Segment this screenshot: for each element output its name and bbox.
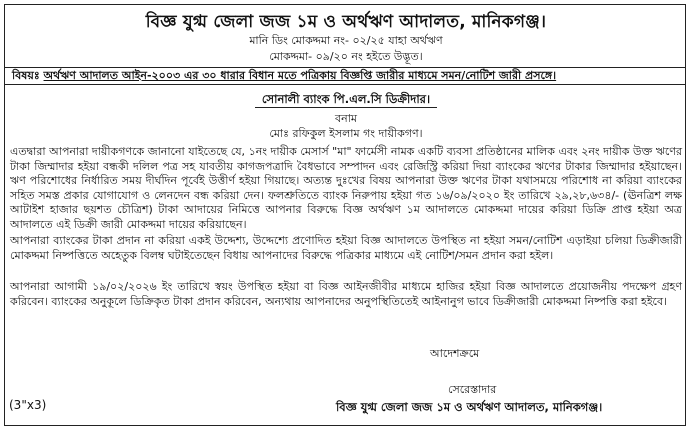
case-origin: মোকদ্দমা- ০৯/২০ নং হইতে উদ্ভূত। xyxy=(269,50,423,63)
case-number: মানি ডিং মোকদ্দমা নং- ০২/২৫ যাহা অর্থঋণ xyxy=(249,34,443,47)
versus-label: বনাম xyxy=(335,112,357,125)
notice-paragraph-3: আপনারা আগামী ১৯/০২/২০২৬ ইং তারিখে স্বয়ং উপস্থিত হইয়া বা বিজ্ঞ আইনজীবীর মাধ্যমে হাজির হইয়া বিজ্ঞ আদালতে প্রয়োজনীয় পদক্ষেপ গ্রহণ করিবেন। ব্যাংকের অনুকূলে ডিক্রিকৃত টাকা প্রদান করিবেন, অন্যথায় আপনাদের অনুপস্থিতিতেই আইনানুগ ভাবে ডিক্রীজারী মোকদ্দমা নিষ্পত্তি করা হইবে। xyxy=(10,280,682,308)
notice-paragraph-1: এতদ্বারা আপনারা দায়ীকগণকে জানানো যাইতেছে যে, ১নং দায়ীক মেসার্স "মা" ফার্মেসী নামক একটি ব্যবসা প্রতিষ্ঠানের মালিক এবং ২নং দায়ীক উক্ত ঋণের টাকা জিম্মাদার হইয়া বন্ধকী দলিল পত্র সহ যাবতীয় কাগজপত্রাদি বৈধভাবে সম্পাদন এবং রেজিস্ট্রি করিয়া দিয়া ব্যাংকের ঋণের টাকার জিম্মাদার হইয়াছেন। ঋণ পরিশোধের নির্ধারিত সময় দীর্ঘদিন পূর্বেই উত্তীর্ণ হইয়া গিয়াছে। অত্যন্ত দুঃখের বিষয় আপনারা উক্ত ঋণের টাকা যথাসময়ে পরিশোধ না করিয়া ব্যাংকের সহিত সমস্ত প্রকার যোগাযোগ ও লেনদেন বন্ধ করিয়া দেন। ফলশ্রুতিতে ব্যাংক নিরুপায় হইয়া গত ১৬/০৯/২০২০ ইং তারিখে ২৯,২৮,৬৩৪/- (ঊনত্রিশ লক্ষ আটাইশ হাজার ছয়শত চৌত্রিশ) টাকা আদায়ের নিমিত্তে আপনার বিরুদ্ধে বিজ্ঞ অর্থঋণ ১ম আদালতে মোকদ্দমা দায়ের করিয়া ডিক্রি প্রাপ্ত হইয়া অত্র আদালতে এই ডিক্রী জারী মোকদ্দমা দায়ের করিয়াছেন। xyxy=(10,145,682,231)
subject-line xyxy=(4,67,686,85)
court-title: বিজ্ঞ যুগ্ম জেলা জজ ১ম ও অর্থঋণ আদালত, মানিকগঞ্জ। xyxy=(145,12,547,32)
judgment-debtors: মোঃ রফিকুল ইসলাম গং দায়ীকগণ। xyxy=(269,127,423,140)
subject-text: অর্থঋণ আদালত আইন-২০০৩ এর ৩০ ধারার বিধান মতে পত্রিকায় বিজ্ঞপ্তি জারীর মাধ্যমে সমন/নোটিশ জারী প্রসঙ্গে। xyxy=(43,69,557,82)
decree-holder: সোনালী ব্যাংক পি.এল.সি ডিক্রীদার। xyxy=(255,91,437,108)
subject-label: বিষয়ঃ xyxy=(12,69,40,82)
signatory-court: বিজ্ঞ যুগ্ম জেলা জজ ১ম ও অর্থঋণ আদালত, মানিকগঞ্জ। xyxy=(336,400,603,414)
notice-paragraph-2: আপনারা ব্যাংকের টাকা প্রদান না করিয়া একই উদ্দেশ্য, উদ্দেশ্যে প্রণোদিত হইয়া বিজ্ঞ আদালতে উপস্থিত না হইয়া সমন/নোটিশ এড়াইয়া চলিয়া ডিক্রীজারী মোকদ্দমা নিষ্পত্তিতে অহেতুক বিলম্ব ঘটাইতেছেন বিধায় আপনাদের বিরুদ্ধে পত্রিকার মাধ্যমে এই নোটিশ/সমন প্রদান করা হইল। xyxy=(10,234,682,262)
signatory-designation: সেরেস্তাদার xyxy=(448,383,497,396)
order-label: আদেশক্রমে xyxy=(430,347,480,360)
ad-size-note: (3"x3) xyxy=(9,398,47,412)
